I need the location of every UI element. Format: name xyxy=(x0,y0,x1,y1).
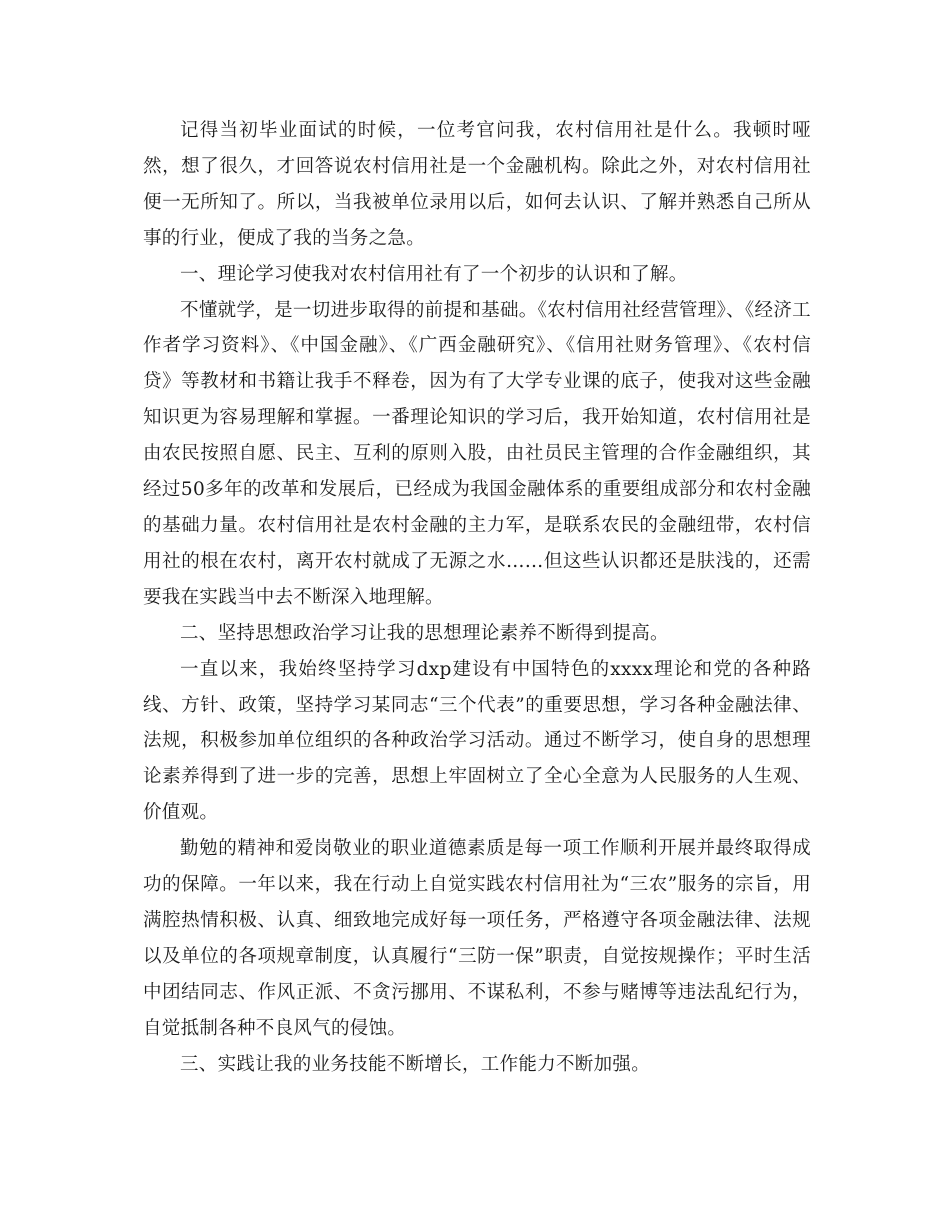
heading-practice: 三、实践让我的业务技能不断增长，工作能力不断加强。 xyxy=(180,1053,651,1075)
heading-theory-study: 一、理论学习使我对农村信用社有了一个初步的认识和了解。 xyxy=(180,263,688,285)
document-body xyxy=(143,113,811,1082)
paragraph-interview: 记得当初毕业面试的时候，一位考官问我，农村信用社是什么。我顿时哑然，想了很久，才回答说农村信用社是一个金融机构。除此之外，对农村信用社便一无所知了。所以，当我被单位录用以后，如何去认识、了解并熟悉自己所从事的行业，便成了我的当务之急。 xyxy=(143,120,811,249)
paragraph-political-study: 一直以来，我始终坚持学习dxp建设有中国特色的xxxx理论和党的各种路线、方针、政策，坚持学习某同志“三个代表”的重要思想，学习各种金融法律、法规，积极参加单位组织的各种政治学习活动。通过不断学习，使自身的思想理论素养得到了进一步的完善，思想上牢固树立了全心全意为人民服务的人生观、价值观。 xyxy=(143,658,811,824)
paragraph-theory-study: 不懂就学，是一切进步取得的前提和基础。《农村信用社经营管理》、《经济工作者学习资料》、《中国金融》、《广西金融研究》、《信用社财务管理》、《农村信贷》等教材和书籍让我手不释卷，因为有了大学专业课的底子，使我对这些金融知识更为容易理解和掌握。一番理论知识的学习后，我开始知道，农村信用社是由农民按照自愿、民主、互利的原则入股，由社员民主管理的合作金融组织，其经过50多年的改革和发展后，已经成为我国金融体系的重要组成部分和农村金融的基础力量。农村信用社是农村金融的主力军，是联系农民的金融纽带，农村信用社的根在农村，离开农村就成了无源之水……但这些认识都还是肤浅的，还需要我在实践当中去不断深入地理解。 xyxy=(143,299,811,608)
paragraph-work-ethic: 勤勉的精神和爱岗敬业的职业道德素质是每一项工作顺利开展并最终取得成功的保障。一年以来，我在行动上自觉实践农村信用社为“三农”服务的宗旨，用满腔热情积极、认真、细致地完成好每一项任务，严格遵守各项金融法律、法规以及单位的各项规章制度，认真履行“三防一保”职责，自觉按规操作；平时生活中团结同志、作风正派、不贪污挪用、不谋私利，不参与赌博等违法乱纪行为，自觉抵制各种不良风气的侵蚀。 xyxy=(143,838,811,1039)
heading-political-study: 二、坚持思想政治学习让我的思想理论素养不断得到提高。 xyxy=(180,622,669,644)
